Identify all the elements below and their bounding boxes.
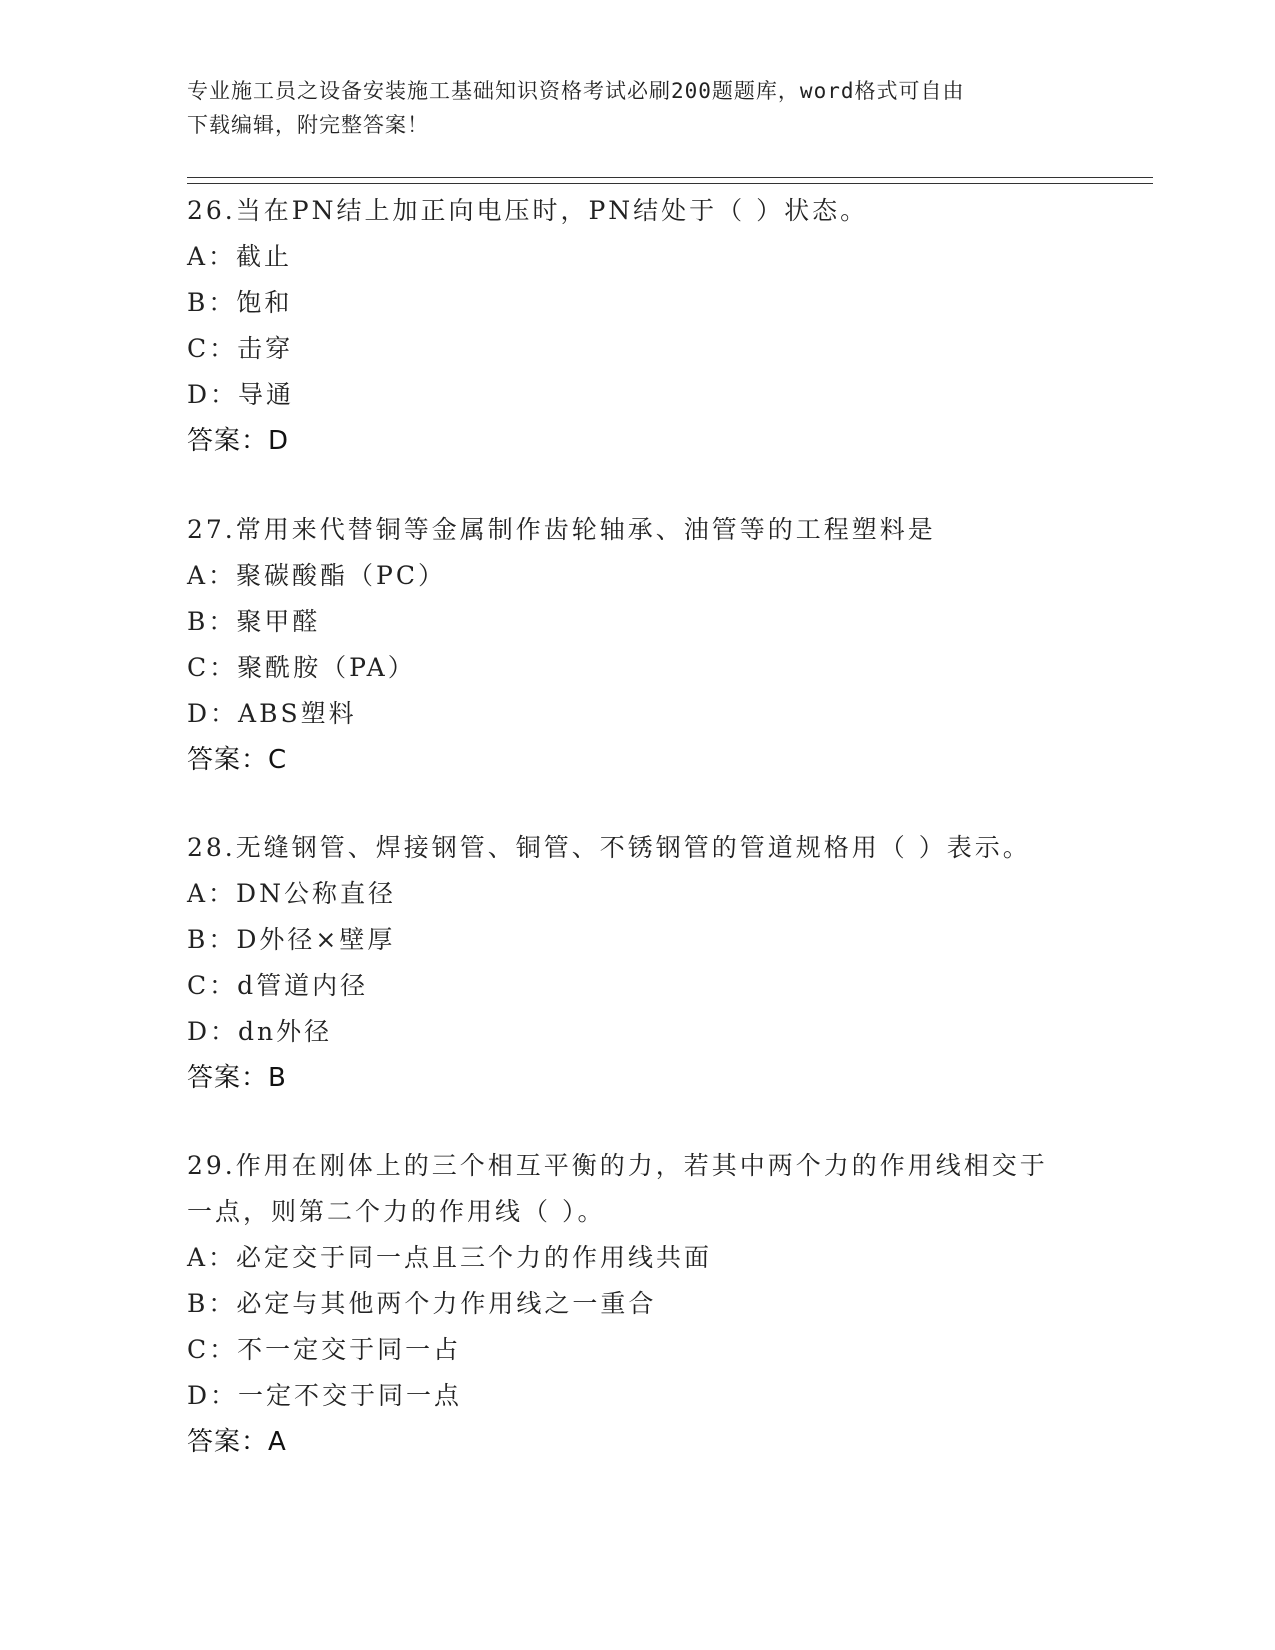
question-stem: 27.常用来代替铜等金属制作齿轮轴承、油管等的工程塑料是 [187, 515, 936, 544]
question-stem: 26.当在PN结上加正向电压时，PN结处于（ ）状态。 [187, 196, 869, 225]
option-c: C：不一定交于同一占 [187, 1335, 462, 1364]
question-26 [187, 188, 1087, 464]
option-d: D：导通 [187, 380, 295, 409]
option-a: A：DN公称直径 [187, 879, 396, 908]
answer-line: 答案：D [187, 426, 290, 456]
answer-line: 答案：A [187, 1427, 287, 1457]
option-d: D：ABS塑料 [187, 699, 357, 728]
header-divider-bottom [187, 183, 1153, 184]
option-b: B：必定与其他两个力作用线之一重合 [187, 1289, 657, 1318]
option-a: A：截止 [187, 242, 293, 271]
question-stem-line-1: 29.作用在刚体上的三个相互平衡的力，若其中两个力的作用线相交于 [187, 1151, 1048, 1180]
answer-line: 答案：B [187, 1063, 287, 1093]
option-c: C：聚酰胺（PA） [187, 653, 416, 682]
question-stem-line-2: 一点，则第二个力的作用线（ ）。 [187, 1197, 606, 1226]
option-d: D：dn外径 [187, 1017, 333, 1046]
option-a: A：必定交于同一点且三个力的作用线共面 [187, 1243, 713, 1272]
option-d: D：一定不交于同一点 [187, 1381, 463, 1410]
header-line-2: 下载编辑，附完整答案！ [187, 113, 429, 137]
header-divider-top [187, 177, 1153, 178]
document-header [187, 74, 1067, 142]
option-c: C：d管道内径 [187, 971, 369, 1000]
question-29 [187, 1143, 1087, 1465]
header-line-1: 专业施工员之设备安装施工基础知识资格考试必刷200题题库，word格式可自由 [187, 79, 965, 103]
question-stem: 28.无缝钢管、焊接钢管、铜管、不锈钢管的管道规格用（ ）表示。 [187, 833, 1031, 862]
option-a: A：聚碳酸酯（PC） [187, 561, 447, 590]
question-27 [187, 507, 1087, 783]
option-b: B：饱和 [187, 288, 293, 317]
answer-line: 答案：C [187, 745, 288, 775]
option-b: B：D外径×壁厚 [187, 925, 396, 954]
option-b: B：聚甲醛 [187, 607, 321, 636]
question-28 [187, 825, 1087, 1101]
option-c: C：击穿 [187, 334, 294, 363]
